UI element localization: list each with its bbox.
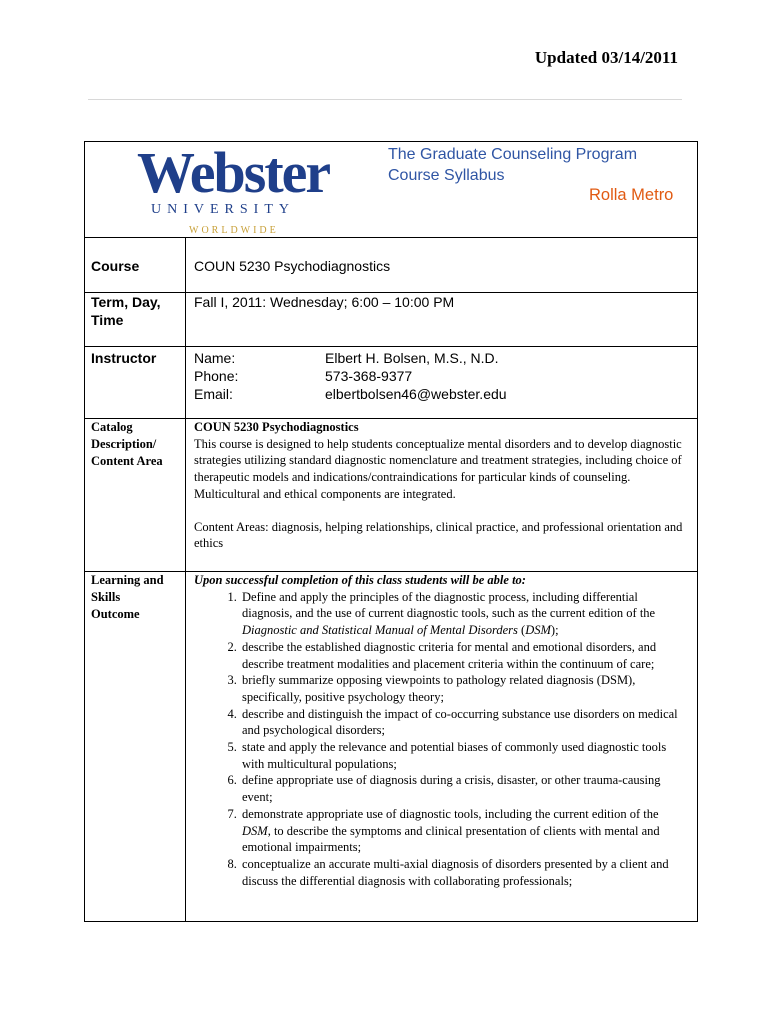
catalog-row [85,418,697,571]
phone-label: Phone: [194,368,239,384]
catalog-content [186,419,697,571]
program-line2: Course Syllabus [388,167,505,184]
course-label: Course [91,258,140,274]
header-divider [88,99,682,100]
instructor-info [186,347,697,418]
outcome-item-6: 6. define appropriate use of diagnosis during a crisis, disaster, or other trauma-causing event; [240,772,689,805]
term-row [85,292,697,346]
program-title [388,144,637,186]
course-value: COUN 5230 Psychodiagnostics [194,258,391,274]
name-value: Elbert H. Bolsen, M.S., N.D. [325,350,499,366]
catalog-label-line3: Content Area [91,454,163,468]
catalog-description: This course is designed to help students conceptualize mental disorders and to develop diagnostic strategies utilizing standard diagnostic nomenclature and treatment strategies, including choice of therapeutic models and indications/contraindications for particular kinds of counseling. Multicultural and ethical components are integrated. [194,436,682,501]
term-value: Fall I, 2011: Wednesday; 6:00 – 10:00 PM [194,294,455,310]
course-row [85,237,697,292]
outcomes-label-line2: Skills [91,590,121,604]
catalog-title: COUN 5230 Psychodiagnostics [194,420,359,434]
syllabus-table [84,141,698,922]
catalog-label-line2: Description/ [91,437,157,451]
course-value-cell [186,238,697,292]
webster-logo [85,142,385,237]
outcomes-label-line3: Outcome [91,607,140,621]
outcome-item-8: 8. conceptualize an accurate multi-axial diagnosis of disorders presented by a client and discuss the differential diagnosis with collaborating professionals; [240,856,689,889]
term-label-line1: Term, Day, [91,294,161,310]
logo-worldwide: WORLDWIDE [189,225,279,236]
term-label-line2: Time [91,312,124,328]
logo-wordmark: Webster [137,140,330,205]
course-label-cell [85,238,186,292]
outcomes-content [186,572,697,921]
campus-name: Rolla Metro [589,186,674,204]
outcome-item-7: 7. demonstrate appropriate use of diagnostic tools, including the current edition of the DSM, to describe the symptoms and clinical presentation of clients with mental and emotional impairments; [240,806,689,856]
outcomes-intro: Upon successful completion of this class students will be able to: [194,573,526,587]
term-label-cell [85,293,186,346]
outcome-item-4: 4. describe and distinguish the impact of co-occurring substance use disorders on medical and psychological disorders; [240,706,689,739]
outcomes-label-cell [85,572,186,921]
program-line1: The Graduate Counseling Program [388,146,638,163]
outcomes-label-line1: Learning and [91,573,164,587]
name-label: Name: [194,350,236,366]
logo-university: UNIVERSITY [151,202,295,217]
outcome-item-5: 5. state and apply the relevance and potential biases of commonly used diagnostic tools with multicultural populations; [240,739,689,772]
email-value[interactable]: elbertbolsen46@webster.edu [325,386,507,402]
outcome-item-3: 3. briefly summarize opposing viewpoints to pathology related diagnosis (DSM), specifically, positive psychology theory; [240,672,689,705]
email-label: Email: [194,386,233,402]
outcomes-list [194,589,689,890]
outcomes-row [85,571,697,921]
catalog-content-areas: Content Areas: diagnosis, helping relationships, clinical practice, and professional orientation and ethics [194,519,683,551]
catalog-label-cell [85,419,186,571]
instructor-label-cell [85,347,186,418]
logo-row [85,142,697,237]
term-value-cell [186,293,697,346]
instructor-row [85,346,697,418]
instructor-label: Instructor [91,350,157,366]
catalog-label-line1: Catalog [91,420,133,434]
updated-date: Updated 03/14/2011 [534,48,678,67]
outcome-item-2: 2. describe the established diagnostic criteria for mental and emotional disorders, and describe treatment modalities and placement criteria within the continuum of care; [240,639,689,672]
outcome-item-1: 1. Define and apply the principles of the diagnostic process, including differential diagnosis, and the use of current diagnostic tools, such as the current edition of the Diagnostic and Statistical Manual of Mental Disorders (DSM); [240,589,689,639]
phone-value: 573-368-9377 [325,368,413,384]
